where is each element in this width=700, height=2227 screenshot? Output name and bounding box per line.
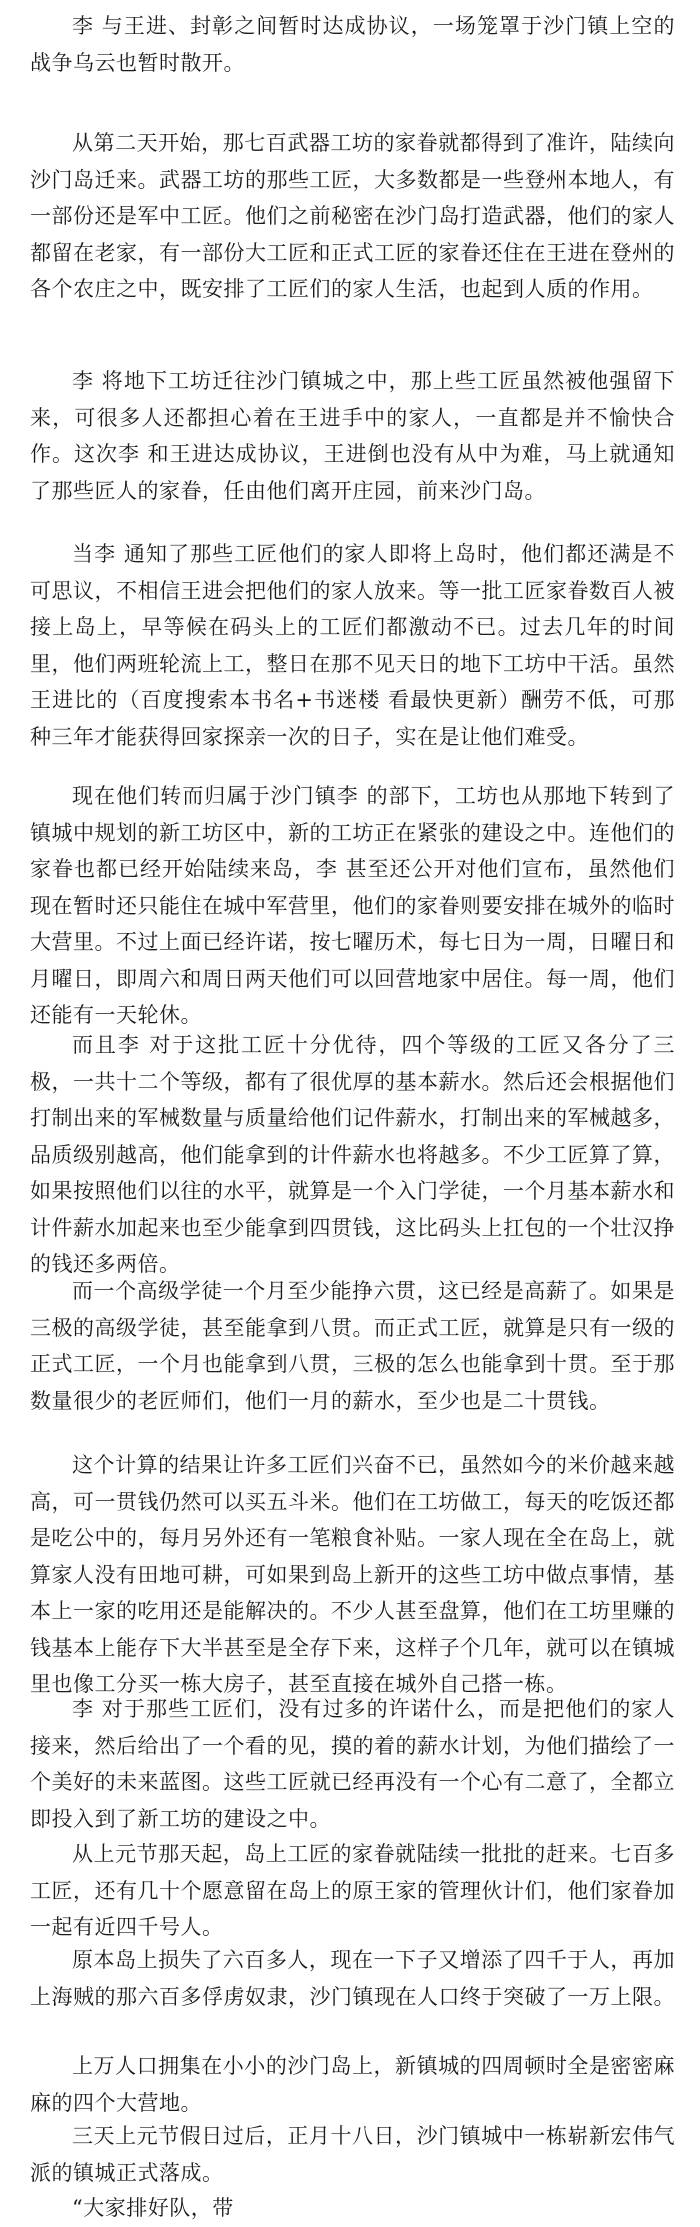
paragraph-2: 从第二天开始，那七百武器工坊的家眷就都得到了准许，陆续向沙门岛迁来。武器工坊的那些工匠，大多数都是一些登州本地人，有一部份还是军中工匠。他们之前秘密在沙门岛打造武器，他们的家人都留在老家，有一部份大工匠和正式工匠的家眷还住在王进在登州的各个农庄之中，既安排了工匠们的家人生活，也起到人质的作用。 [30,131,675,301]
paragraph-3: 李 将地下工坊迁往沙门镇城之中，那上些工匠虽然被他强留下来，可很多人还都担心着在王进手中的家人，一直都是并不愉快合作。这次李 和王进达成协议，王进倒也没有从中为难，马上就通知了那些匠人的家眷，任由他们离开庄园，前来沙门岛。 [30,369,675,503]
paragraph-6: 而且李 对于这批工匠十分优待，四个等级的工匠又各分了三极，一共十二个等级，都有了很优厚的基本薪水。然后还会根据他们打制出来的军械数量与质量给他们记件薪水，打制出来的军械越多，品质级别越高，他们能拿到的计件薪水也将越多。不少工匠算了算，如果按照他们以往的水平，就算是一个入门学徒，一个月基本薪水和计件薪水加起来也至少能拿到四贯钱，这比码头上扛包的一个壮汉挣的钱还多两倍。 [30,1033,675,1276]
paragraph-9: 李 对于那些工匠们，没有过多的许诺什么，而是把他们的家人接来，然后给出了一个看的见，摸的着的薪水计划，为他们描绘了一个美好的未来蓝图。这些工匠就已经再没有一个心有二意了，全都立即投入到了新工坊的建设之中。 [30,1697,675,1831]
paragraph-14: “大家排好队，带 [72,2196,234,2220]
paragraph-7: 而一个高级学徒一个月至少能挣六贯，这已经是高薪了。如果是三极的高级学徒，甚至能拿到八贯。而正式工匠，就算是只有一级的正式工匠，一个月也能拿到八贯，三极的怎么也能拿到十贯。至于那数量很少的老匠师们，他们一月的薪水，至少也是二十贯钱。 [30,1279,675,1413]
paragraph-4: 当李 通知了那些工匠他们的家人即将上岛时，他们都还满是不可思议，不相信王进会把他们的家人放来。等一批工匠家眷数百人被接上岛上，早等候在码头上的工匠们都激动不已。过去几年的时间里，他们两班轮流上工，整日在那不见天日的地下工坊中干活。虽然王进比的（百度搜索本书名+书迷楼 看最快更新）酬劳不低，可那种三年才能获得回家探亲一次的日子，实在是让他们难受。 [30,542,675,749]
paragraph-5: 现在他们转而归属于沙门镇李 的部下，工坊也从那地下转到了镇城中规划的新工坊区中，新的工坊正在紧张的建设之中。连他们的家眷也都已经开始陆续来岛，李 甚至还公开对他们宣布，虽然他们现在暂时还只能住在城中军营里，他们的家眷则要安排在城外的临时大营里。不过上面已经许诺，按七曜历术，每七日为一周，日曜日和月曜日，即周六和周日两天他们可以回营地家中居住。每一周，他们还能有一天轮休。 [30,784,675,1027]
paragraph-10: 从上元节那天起，岛上工匠的家眷就陆续一批批的赶来。七百多工匠，还有几十个愿意留在岛上的原王家的管理伙计们，他们家眷加一起有近四千号人。 [30,1842,675,1939]
paragraph-1: 李 与王进、封彰之间暂时达成协议，一场笼罩于沙门镇上空的战争乌云也暂时散开。 [30,14,675,75]
paragraph-11: 原本岛上损失了六百多人，现在一下子又增添了四千于人，再加上海贼的那六百多俘虏奴隶，沙门镇现在人口终于突破了一万上限。 [30,1948,675,2009]
paragraph-8: 这个计算的结果让许多工匠们兴奋不已，虽然如今的米价越来越高，可一贯钱仍然可以买五斗米。他们在工坊做工，每天的吃饭还都是吃公中的，每月另外还有一笔粮食补贴。一家人现在全在岛上，就算家人没有田地可耕，可如果到岛上新开的这些工坊中做点事情，基本上一家的吃用还是能解决的。不少人甚至盘算，他们在工坊里赚的钱基本上能存下大半甚至是全存下来，这样子个几年，就可以在镇城里也像工分买一栋大房子，甚至直接在城外自己搭一栋。 [30,1453,675,1696]
paragraph-12: 上万人口拥集在小小的沙门岛上，新镇城的四周顿时全是密密麻麻的四个大营地。 [30,2054,675,2115]
paragraph-13: 三天上元节假日过后，正月十八日，沙门镇城中一栋崭新宏伟气派的镇城正式落成。 [30,2124,675,2185]
